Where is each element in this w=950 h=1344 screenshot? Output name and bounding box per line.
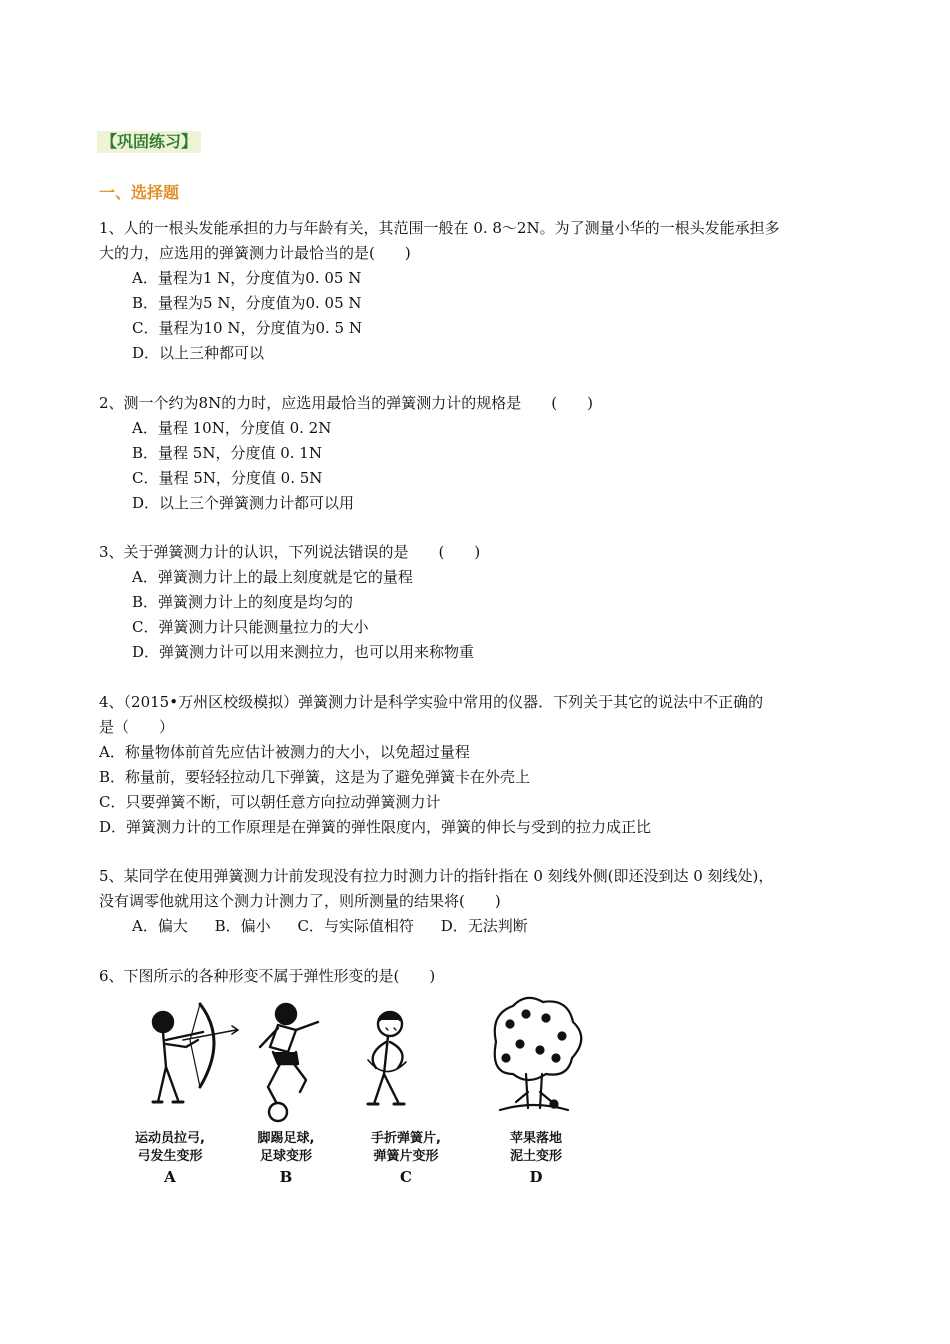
figure-caption: 泥土变形 [509,1149,563,1164]
section-title: 一、选择题 [99,183,180,202]
figure-letter: D [529,1168,543,1186]
option-b: B．量程 5N，分度值 0. 1N [132,444,322,462]
question-3 [99,540,859,665]
option-d: D．以上三种都可以 [132,344,265,362]
option-a: A．偏大 [132,917,188,935]
option-b: B．称量前，要轻轻拉动几下弹簧，这是为了避免弹簧卡在外壳上 [99,768,531,786]
question-stem-line: 6、下图所示的各种形变不属于弹性形变的是( ) [99,967,436,985]
boy-bending-spring-strip-icon [368,1012,406,1104]
option-d: D．弹簧测力计的工作原理是在弹簧的弹性限度内，弹簧的伸长与受到的拉力成正比 [99,818,652,836]
figure-caption: 脚踢足球, [257,1131,315,1146]
option-a: A．称量物体前首先应估计被测力的大小，以免超过量程 [99,743,470,761]
figure-letter: A [164,1168,176,1186]
deformation-figure [128,992,598,1192]
question-6 [99,964,859,989]
question-stem-line: 大的力，应选用的弹簧测力计最恰当的是( ) [99,244,411,262]
archer-drawing-bow-icon [153,1004,238,1102]
option-b: B．偏小 [214,917,271,935]
option-d: D．弹簧测力计可以用来测拉力，也可以用来称物重 [132,643,475,661]
option-a: A．量程 10N，分度值 0. 2N [132,419,332,437]
question-stem-line: 5、某同学在使用弹簧测力计前发现没有拉力时测力计的指针指在 0 刻线外侧(即还没到达 0 刻线处)， [99,867,774,885]
question-stem-line: 是（ ） [99,718,175,736]
option-d: D．以上三个弹簧测力计都可以用 [132,494,355,512]
question-stem-line: 没有调零他就用这个测力计测力了，则所测量的结果将( ) [99,892,501,910]
option-c: C．弹簧测力计只能测量拉力的大小 [132,618,369,636]
question-stem-line: 2、测一个约为8N的力时，应选用最恰当的弹簧测力计的规格是 ( ) [99,394,593,412]
apple-tree-falling-apple-icon [495,998,581,1110]
question-stem-line: 3、关于弹簧测力计的认识，下列说法错误的是 ( ) [99,543,481,561]
figure-caption: 弓发生变形 [137,1149,203,1164]
boy-kicking-ball-icon [260,1004,318,1121]
figure-caption: 运动员拉弓, [135,1131,205,1146]
option-c: C．量程为10 N，分度值为0. 5 N [132,319,362,337]
figure-caption: 弹簧片变形 [373,1149,439,1164]
option-b: B．量程为5 N，分度值为0. 05 N [132,294,362,312]
figure-caption: 手折弹簧片, [371,1131,441,1146]
option-b: B．弹簧测力计上的刻度是均匀的 [132,593,354,611]
question-stem-line: 4、（2015•万州区校级模拟）弹簧测力计是科学实验中常用的仪器．下列关于其它的说法中不正确的 [99,693,764,711]
option-a: A．量程为1 N，分度值为0. 05 N [132,269,362,287]
question-5 [99,864,859,939]
section-label: 【巩固练习】 [97,131,201,153]
question-stem-line: 1、人的一根头发能承担的力与年龄有关，其范围一般在 0. 8～2N。为了测量小华的一根头发能承担多 [99,219,780,237]
option-c: C．量程 5N，分度值 0. 5N [132,469,323,487]
option-c: C．与实际值相符 [297,917,414,935]
figure-letter: C [400,1168,412,1186]
option-a: A．弹簧测力计上的最上刻度就是它的量程 [132,568,413,586]
option-c: C．只要弹簧不断，可以朝任意方向拉动弹簧测力计 [99,793,441,811]
option-row [99,914,859,939]
question-2 [99,391,859,516]
option-d: D．无法判断 [440,917,528,935]
question-4 [99,690,859,840]
figure-letter: B [279,1168,293,1186]
figure-caption: 苹果落地 [509,1131,563,1146]
question-1 [99,216,859,366]
figure-caption: 足球变形 [259,1149,313,1164]
